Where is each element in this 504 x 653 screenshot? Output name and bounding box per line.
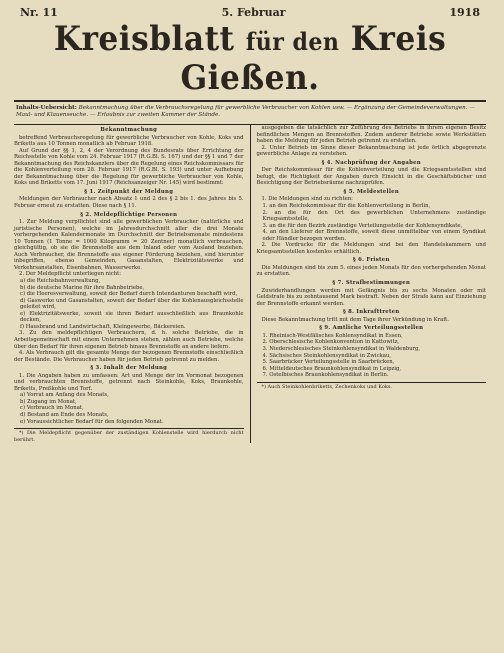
paragraph: 1. Die Angaben haben zu umfassen: Art und Menge der im Vormonat bezogenen und verbrauchten Brennstoffe, getrennt nach Steinkohle, Koks, Braunkohle, Briketts, Preßkohle und Torf.	[14, 372, 244, 392]
masthead-title	[33, 21, 467, 96]
paragraph: 3. Zu den meldepflichtigen Verbrauchern, d. h. solche Betriebe, die in Arbeitsgemeinschaft mit einem Unternehmen stehen, zählen auch Betriebe, welche über den Bedarf für ihren eigenen Betrieb hinaus Brennstoffe an andere liefern.	[14, 330, 244, 350]
section-heading: § 3. Inhalt der Meldung	[90, 365, 168, 372]
left-column	[14, 125, 244, 443]
section-heading: § 9. Amtliche Verteilungsstellen	[319, 325, 424, 332]
section-heading: § 2. Meldepflichtige Personen	[80, 211, 178, 218]
section-heading: § 8. Inkrafttreten	[342, 309, 400, 316]
issue-number: Nr. 11	[20, 6, 58, 19]
paragraph: 4. Als Verbrauch gilt die gesamte Menge der bezogenen Brennstoffe einschließlich der Bestände. Die Verbraucher haben für jeden Betrieb getrennt zu melden.	[14, 350, 244, 363]
list-item: f) Hausbrand und Landwirtschaft, Kleingewerbe, Bäckereien.	[20, 323, 186, 330]
masthead-meta	[14, 6, 486, 19]
paragraph: Die Meldungen sind bis zum 5. eines jeden Monats für den vorhergehenden Monat zu erstatten.	[256, 264, 486, 278]
section-heading: § 1. Zeitpunkt der Meldung	[84, 188, 174, 195]
title-part-2: für den	[245, 27, 340, 56]
list-item: 5. Saarbrücker Verteilungsstelle in Saarbrücken,	[262, 359, 395, 366]
paragraph: 2. Der Meldepflicht unterliegen nicht:	[19, 271, 122, 278]
list-item: b) Zugang im Monat,	[20, 398, 77, 405]
list-item: 4. Sächsisches Steinkohlensyndikat in Zwickau,	[262, 352, 392, 359]
column-divider	[250, 125, 251, 443]
right-column	[257, 125, 487, 443]
list-item: 6. Mitteldeutsches Braunkohlensyndikat in Leipzig,	[262, 365, 402, 372]
paragraph: 2. Unter Betrieb im Sinne dieser Bekanntmachung ist jede örtlich abgegrenzte gewerbliche Anlage zu verstehen.	[256, 144, 486, 158]
list-item: 7. Ostelbisches Braunkohlensyndikat in Berlin.	[262, 372, 389, 379]
paragraph: 1. Zur Meldung verpflichtet sind alle gewerblichen Verbraucher (natürliche und juristische Personen), welche im Jahresdurchschnitt aller die drei Monate vorhergehenden Kalendermonate im Durchschnitt der Betriebsmonate mindestens 10 Tonnen (1 Tonne = 1000 Kilogramm = 20 Zentner) monatlich verbrauchen, gleichgültig, ob sie die Brennstoffe aus dem Inland oder vom Ausland beziehen. Auch Verbraucher, die Brennstoffe aus eigener Förderung beziehen, sind hierunter inbegriffen, ebenso Gemeinden, Gasanstalten, Elektrizitätswerke und Verkehrsanstalten, Eisenbahnen, Wasserwerke.	[14, 219, 244, 271]
list-item: c) Verbrauch im Monat,	[20, 405, 84, 412]
list-item: d) Bestand am Ende des Monats,	[20, 411, 109, 418]
list-item: 1. Rheinisch-Westfälisches Kohlensyndikat in Essen,	[262, 332, 403, 339]
footnote: *) Auch Steinkohlenbriketts, Zechenkoks und Koks.	[257, 382, 487, 391]
section-heading: § 6. Fristen	[352, 257, 390, 264]
paragraph: Meldungen der Verbraucher nach Absatz 1 und 2 des § 2 bis 1. des Jahres bis 5. Februar erneut zu erstatten. Diese nach § 11.	[14, 196, 244, 210]
list-item: b) die deutsche Marine für ihre Bahnbetriebe,	[20, 284, 145, 291]
contents-label: Inhalts-Uebersicht:	[16, 105, 77, 111]
list-item: 2. Oberschlesische Kohlenkonvention in Kattowitz,	[262, 339, 400, 346]
contents-text: Bekanntmachung über die Verbrauchsregelung für gewerbliche Verbraucher von Kohlen usw. — Ergänzung der Gemeindeverwaltungen. — Maul- und Klauenseuche. — Erlaubnis zur zweiten Kammer der Stände.	[16, 105, 475, 118]
list-item: a) Vorrat am Anfang des Monats,	[20, 392, 109, 399]
section-heading: Bekanntmachung	[100, 127, 158, 133]
section-heading: § 7. Strafbestimmungen	[332, 280, 411, 287]
section-heading: § 5. Meldestellen	[343, 188, 399, 195]
footnote: *) Die Meldepflicht gegenüber der zuständigen Kohlenstelle wird hierdurch nicht berührt.	[14, 430, 244, 443]
list-item: 4. an den Lieferer der Brennstoffe, soweit diese unmittelbar von einem Syndikat oder Händler bezogen werden.	[262, 229, 486, 242]
list-item: 1. an den Reichskommissar für die Kohlenverteilung in Berlin,	[262, 203, 431, 210]
contents-overview	[14, 102, 486, 122]
paragraph: 1. Die Meldungen sind zu richten:	[261, 196, 353, 203]
list-item: c) die Heeresverwaltung, soweit der Bedarf durch Intendanturen beschafft wird,	[20, 291, 238, 298]
list-item: e) Voraussichtlicher Bedarf für den folgenden Monat.	[20, 418, 164, 425]
section-heading: § 4. Nachprüfung der Angaben	[321, 159, 421, 166]
list-item: a) die Reichsbahnverwaltung,	[20, 278, 101, 285]
title-part-1: Kreisblatt	[53, 19, 235, 59]
issue-date: 5. Februar	[221, 6, 286, 19]
list-item: 3. Niederschlesisches Steinkohlensyndikat in Waldenburg,	[262, 345, 421, 352]
paragraph: betreffend Verbrauchsregelung für gewerbliche Verbraucher von Kohle, Koks und Briketts aus 10 Tonnen monatlich ab Februar 1918.	[14, 134, 244, 148]
paragraph: Der Reichskommissar für die Kohlenverteilung und die Kriegsamtsstellen sind befugt, die Richtigkeit der Angaben durch Einsicht in die Geschäftsbücher und Besichtigung der Betriebsräume nachzuprüfen.	[256, 167, 486, 187]
paragraph: Zuwiderhandlungen werden mit Gefängnis bis zu sechs Monaten oder mit Geldstrafe bis zu zehntausend Mark bestraft. Neben der Strafe kann auf Einziehung der Brennstoffe erkannt werden.	[256, 287, 486, 307]
paragraph: ausgegeben die tatsächlich zur Zuführung des Betriebs in ihrem eigenen Besitz befindlichen Mengen an Brennstoffen. Zudem anderer Betriebe sowie Werkstätten haben die Meldung für jeden Betrieb getrennt zu erstatten.	[256, 125, 486, 145]
list-item: d) Gaswerke und Gasanstalten, soweit der Bedarf über die Kohlenausgleichsstelle geleitet wird,	[20, 297, 244, 311]
paragraph: 2. Die Vordrucke für die Meldungen sind bei den Handelskammern und Kriegsamtsstellen kostenlos erhältlich.	[256, 242, 486, 255]
issue-year: 1918	[449, 6, 480, 19]
title-part-3: Kreis Gießen.	[180, 19, 447, 98]
article-columns	[14, 125, 486, 443]
paragraph: Auf Grund der §§ 1, 2, 4 der Verordnung des Bundesrats über Errichtung der Reichsstelle von Kohle vom 24. Februar 1917 (R.G.Bl. S. 167) und der §§ 1 und 7 der Bekanntmachung des Reichskanzlers über die Regelung eines Reichskommissars für die Kohlenverteilung vom 28. Februar 1917 (R.G.Bl. S. 193) und unter Aufhebung der Bekanntmachung über die Regelung für gewerbliche Verbraucher von Kohle, Koks und Briketts vom 17. Juni 1917 (Reichsanzeiger Nr. 145) wird bestimmt:	[14, 147, 244, 187]
list-item: e) Elektrizitätswerke, soweit sie ihren Bedarf ausschließlich aus Braunkohle decken,	[20, 310, 244, 324]
list-item: 3. an die für den Bezirk zuständige Verteilungsstelle der Kohlensyndikate,	[262, 222, 463, 229]
paragraph: Diese Bekanntmachung tritt mit dem Tage ihrer Verkündung in Kraft.	[261, 316, 449, 323]
list-item: 2. an die für den Ort des gewerblichen Unternehmens zuständige Kriegsamtsstelle,	[262, 209, 486, 223]
